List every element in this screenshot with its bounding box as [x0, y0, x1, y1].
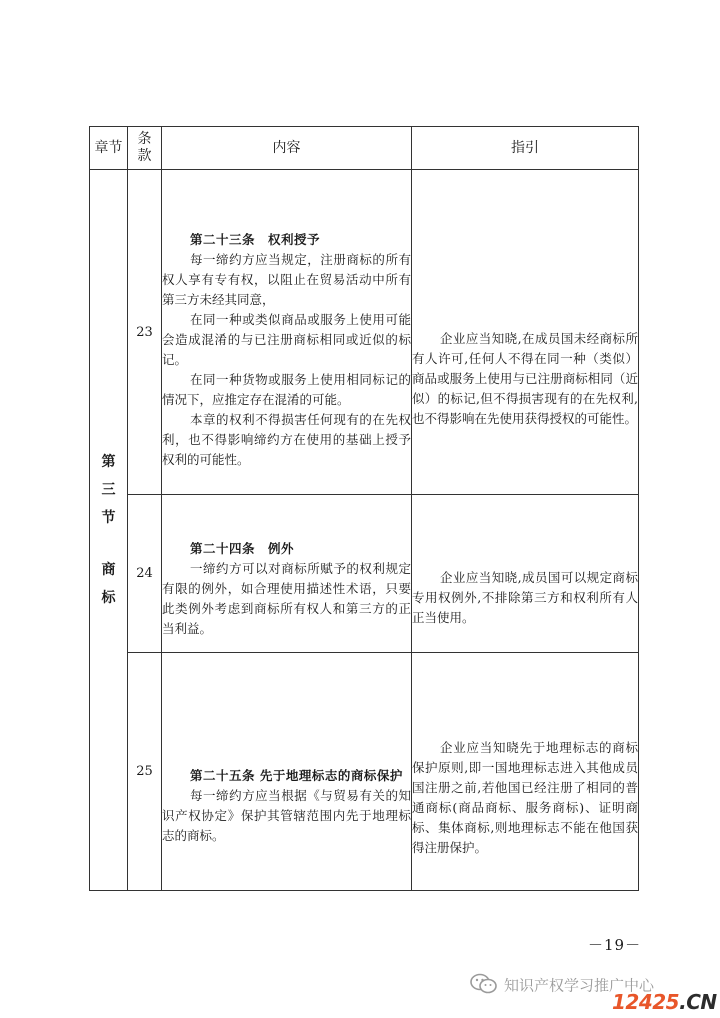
- chapter-char: 标: [101, 590, 116, 606]
- guide-text: [412, 170, 639, 495]
- article-content: [162, 653, 412, 891]
- article-content: [162, 495, 412, 653]
- header-article-no-text: 条款: [137, 131, 152, 164]
- article-paragraph: 每一缔约方应当规定，注册商标的所有权人享有专有权，以阻止在贸易活动中所有第三方未经其同意，: [162, 252, 411, 307]
- site-logo: [612, 990, 717, 1014]
- article-number: 23: [128, 170, 162, 495]
- article-number: 25: [128, 653, 162, 891]
- guide-paragraph: 企业应当知晓,成员国可以规定商标专用权例外,不排除第三方和权利所有人正当使用。: [412, 569, 638, 625]
- header-chapter: 章节: [90, 127, 128, 170]
- header-content: 内容: [162, 127, 412, 170]
- article-paragraph: 在同一种或类似商品或服务上使用可能会造成混淆的与已注册商标相同或近似的标记。: [162, 312, 411, 367]
- watermark-text: 知识产权学习推广中心: [504, 976, 655, 995]
- header-article-no: [128, 127, 162, 170]
- site-logo-number: 12425: [612, 990, 680, 1014]
- article-number: 24: [128, 495, 162, 653]
- article-title: 第二十三条 权利授予: [190, 232, 321, 247]
- article-paragraph: 在同一种货物或服务上使用相同标记的情况下，应推定存在混淆的可能。: [162, 372, 411, 407]
- table-row: [90, 495, 639, 653]
- header-guide: 指引: [412, 127, 639, 170]
- wechat-icon: [470, 973, 498, 999]
- guide-text: [412, 653, 639, 891]
- article-paragraph: 一缔约方可以对商标所赋予的权利规定有限的例外，如合理使用描述性术语，只要此类例外考虑到商标所有权人和第三方的正当利益。: [162, 560, 411, 636]
- chapter-char: 商: [101, 562, 116, 578]
- site-logo-domain: .CN: [679, 990, 717, 1014]
- chapter-char: 三: [101, 482, 116, 498]
- guide-text: [412, 495, 639, 653]
- article-paragraph: 本章的权利不得损害任何现有的在先权利，也不得影响缔约方在使用的基础上授予权利的可能性。: [162, 412, 411, 467]
- page-number: －19－: [588, 936, 642, 954]
- table-row: [90, 653, 639, 891]
- article-title: 第二十五条 先于地理标志的商标保护: [190, 767, 403, 783]
- article-paragraph: 每一缔约方应当根据《与贸易有关的知识产权协定》保护其管辖范围内先于地理标志的商标。: [162, 787, 411, 843]
- chapter-char: 节: [101, 510, 116, 526]
- header-row: [90, 127, 639, 170]
- treaty-guide-table: [89, 126, 639, 891]
- guide-paragraph: 企业应当知晓先于地理标志的商标保护原则,即一国地理标志进入其他成员国注册之前,若他国已经注册了相同的普通商标(商品商标、服务商标)、证明商标、集体商标,则地理标志不能在他国获得注册保护。: [412, 739, 638, 855]
- chapter-cell: [90, 170, 128, 891]
- article-content: [162, 170, 412, 495]
- table-row: [90, 170, 639, 495]
- guide-paragraph: 企业应当知晓,在成员国未经商标所有人许可,任何人不得在同一种（类似）商品或服务上使用与已注册商标相同（近似）的标记,但不得损害现有的在先权利,也不得影响在先使用获得授权的可能性。: [412, 330, 638, 426]
- chapter-char: 第: [101, 454, 116, 470]
- article-title: 第二十四条 例外: [190, 540, 295, 556]
